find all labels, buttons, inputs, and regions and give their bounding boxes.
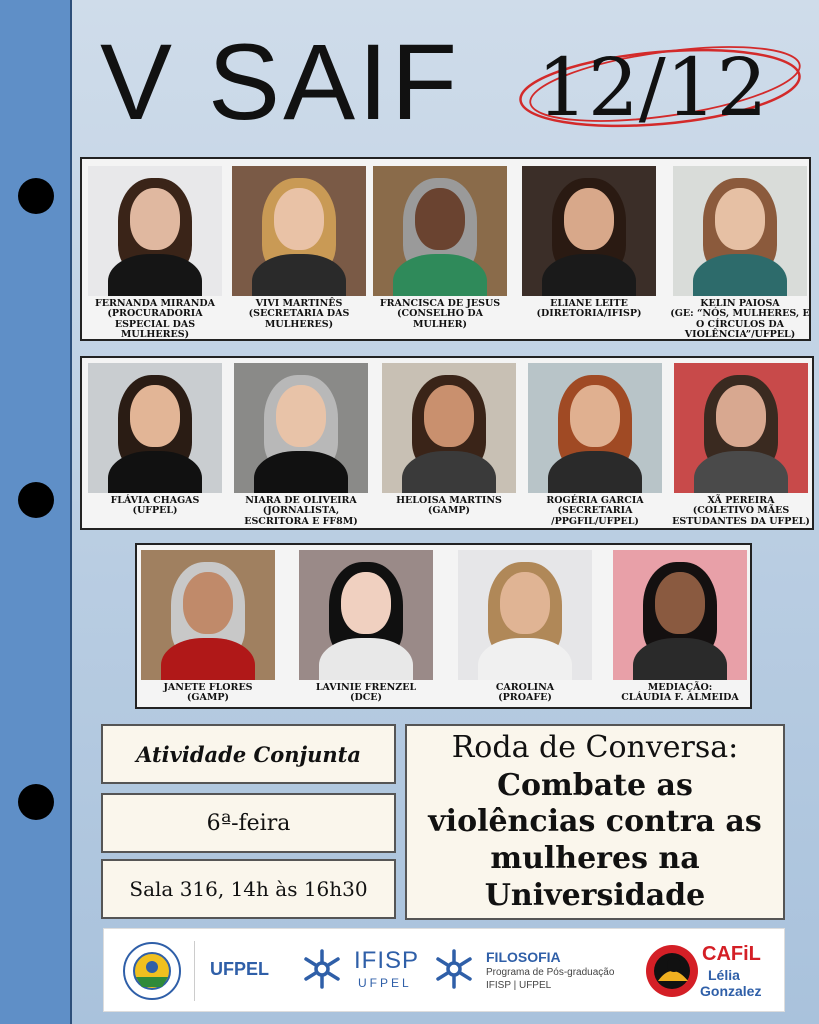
cafil-logo-text: CAFiL: [702, 943, 761, 965]
speaker-body: [542, 254, 636, 296]
speaker-caption: [84, 299, 226, 340]
speaker-name: XÃ PEREIRA: [707, 495, 775, 506]
speaker-face: [570, 385, 620, 447]
speaker-card: [670, 166, 810, 340]
activity-box: [101, 724, 396, 784]
speaker-name: NIARA DE OLIVEIRA: [245, 495, 357, 506]
speaker-role: (GE: “NÓS, MULHERES, E O CÍRCULOS DA VIOLÊNCIA”/UFPEL): [670, 308, 810, 340]
filosofia-sub-1: Programa de Pós-graduação: [486, 967, 615, 978]
speaker-photo: [234, 363, 368, 493]
speaker-photo: [373, 166, 507, 296]
speaker-face: [500, 572, 550, 634]
speaker-card: [88, 166, 222, 340]
event-date-block: [515, 30, 805, 140]
speaker-face: [276, 385, 326, 447]
speaker-body: [478, 638, 572, 680]
speaker-card: [522, 166, 656, 320]
speaker-caption: [369, 299, 511, 330]
speaker-name: FERNANDA MIRANDA: [94, 298, 216, 309]
speaker-photo: [141, 550, 275, 680]
speaker-name: FRANCISCA DE JESUS: [379, 298, 501, 309]
speaker-card: [299, 550, 433, 704]
place-time-label: Sala 316, 14h às 16h30: [129, 877, 368, 901]
speaker-caption: [669, 299, 811, 340]
speaker-role: (COLETIVO MÃES ESTUDANTES DA UFPEL): [672, 505, 810, 527]
speaker-body: [693, 254, 787, 296]
speaker-photo: [613, 550, 747, 680]
sponsor-footer: [103, 928, 785, 1012]
speaker-role: (CONSELHO DA MULHER): [397, 308, 483, 330]
filosofia-logo-icon: [430, 945, 478, 993]
speaker-card: [458, 550, 592, 704]
ifisp-logo-text: IFISP: [354, 947, 420, 974]
speaker-photo: [458, 550, 592, 680]
speaker-role: CLÁUDIA F. ALMEIDA: [621, 692, 739, 704]
talk-box: [405, 724, 785, 920]
speaker-role: (JORNALISTA, ESCRITORA E FF8M): [244, 505, 358, 527]
speaker-card: [88, 363, 222, 517]
speaker-role: (GAMP): [186, 692, 230, 704]
speaker-caption: [228, 299, 370, 330]
filosofia-logo-text: FILOSOFIA: [486, 949, 561, 965]
speaker-face: [715, 188, 765, 250]
speaker-role: (UFPEL): [132, 505, 178, 517]
ifisp-logo-subtext: UFPEL: [358, 976, 412, 990]
speaker-photo: [674, 363, 808, 493]
ifisp-logo-icon: [298, 945, 346, 993]
filosofia-sub-2: IFISP | UFPEL: [486, 980, 552, 991]
speakers-row-1: [80, 157, 811, 341]
speaker-face: [716, 385, 766, 447]
speaker-name: VIVI MARTINÊS: [255, 298, 343, 309]
ufpel-logo-text: UFPEL: [210, 959, 270, 979]
speaker-card: [373, 166, 507, 330]
speaker-photo: [299, 550, 433, 680]
speakers-row-3: [135, 543, 752, 709]
speaker-face: [130, 385, 180, 447]
talk-topic: Combate as violências contra as mulheres na Universidade: [428, 767, 762, 913]
speaker-role: (PROAFE): [498, 692, 552, 704]
speaker-face: [415, 188, 465, 250]
ufpel-seal-icon: [122, 941, 182, 1001]
speaker-photo: [528, 363, 662, 493]
speaker-name: JANETE FLORES: [163, 682, 253, 693]
speaker-caption: [230, 496, 372, 527]
speaker-body: [319, 638, 413, 680]
speaker-name: FLÁVIA CHAGAS: [110, 495, 200, 506]
speaker-photo: [88, 166, 222, 296]
binder-hole: [18, 482, 54, 518]
event-title: V SAIF: [100, 21, 461, 142]
cafil-sub-2: Gonzalez: [700, 983, 762, 999]
binder-hole: [18, 784, 54, 820]
speaker-photo: [673, 166, 807, 296]
talk-heading: Roda de Conversa:: [451, 729, 739, 765]
speaker-photo: [382, 363, 516, 493]
speaker-card: [232, 166, 366, 330]
speaker-name: LAVINIE FRENZEL: [315, 682, 417, 693]
speaker-photo: [232, 166, 366, 296]
speaker-caption: [524, 496, 666, 527]
cafil-sub-1: Lélia: [708, 967, 740, 983]
weekday-label: 6ª-feira: [206, 810, 291, 836]
speaker-photo: [88, 363, 222, 493]
speaker-name: ELIANE LEITE: [550, 298, 628, 309]
activity-label: Atividade Conjunta: [136, 741, 361, 767]
speaker-face: [183, 572, 233, 634]
binder-hole: [18, 178, 54, 214]
speaker-caption: [378, 496, 520, 517]
speaker-photo: [522, 166, 656, 296]
speakers-row-2: [80, 356, 814, 530]
speaker-card: [613, 550, 747, 704]
speaker-card: [234, 363, 368, 527]
speaker-face: [655, 572, 705, 634]
speaker-caption: [84, 496, 226, 517]
speaker-name: ROGÉRIA GARCIA: [546, 495, 644, 506]
speaker-face: [130, 188, 180, 250]
place-time-box: [101, 859, 396, 919]
speaker-caption: [454, 683, 596, 704]
speaker-card: [674, 363, 808, 527]
speaker-face: [424, 385, 474, 447]
speaker-role: (PROCURADORIA ESPECIAL DAS MULHERES): [107, 308, 203, 340]
speaker-face: [564, 188, 614, 250]
speaker-body: [633, 638, 727, 680]
speaker-role: (GAMP): [427, 505, 471, 517]
speaker-body: [108, 254, 202, 296]
speaker-body: [108, 451, 202, 493]
speaker-name: HELOISA MARTINS: [396, 495, 502, 506]
speaker-body: [252, 254, 346, 296]
cafil-logo-icon: [644, 941, 700, 999]
speaker-caption: [670, 496, 812, 527]
speaker-role: (SECRETARIA /PPGFIL/UFPEL): [551, 505, 639, 527]
speaker-role: (SECRETARIA DAS MULHERES): [248, 308, 350, 330]
speaker-body: [548, 451, 642, 493]
speaker-card: [382, 363, 516, 517]
speaker-role: (DCE): [349, 692, 383, 704]
speaker-name: KELIN PAIOSA: [700, 298, 780, 309]
speaker-card: [141, 550, 275, 704]
speaker-caption: [295, 683, 437, 704]
speaker-caption: [137, 683, 279, 704]
speaker-caption: [609, 683, 751, 704]
speaker-body: [161, 638, 255, 680]
binder-strip: [0, 0, 72, 1024]
speaker-face: [341, 572, 391, 634]
speaker-face: [274, 188, 324, 250]
event-date: 12/12: [537, 41, 768, 134]
weekday-box: [101, 793, 396, 853]
speaker-card: [528, 363, 662, 527]
speaker-name: MEDIAÇÃO:: [647, 682, 713, 693]
speaker-body: [694, 451, 788, 493]
footer-divider: [194, 941, 195, 1001]
speaker-role: (DIRETORIA/IFISP): [536, 308, 642, 320]
speaker-body: [254, 451, 348, 493]
speaker-body: [402, 451, 496, 493]
speaker-caption: [518, 299, 660, 320]
speaker-name: CAROLINA: [495, 682, 555, 693]
speaker-body: [393, 254, 487, 296]
